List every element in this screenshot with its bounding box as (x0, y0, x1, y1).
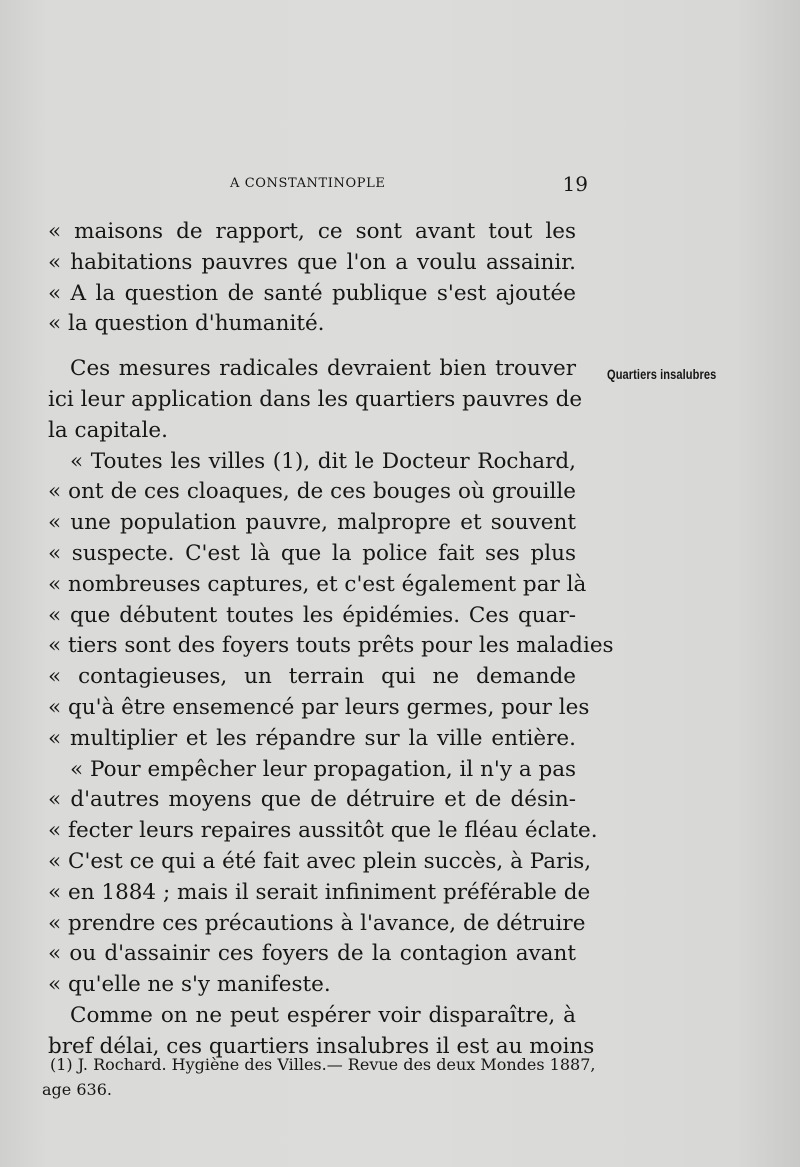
text-line: « contagieuses, un terrain qui ne demande (48, 664, 576, 690)
text-line: « que débutent toutes les épidémies. Ces quar- (48, 602, 576, 628)
body-text (48, 217, 614, 1063)
margin-note: Quartiers insalubres (607, 367, 717, 382)
text-line: « une population pauvre, malpropre et souvent (48, 510, 576, 536)
text-line: bref délai, ces quartiers insalubres il est au moins (48, 1033, 595, 1059)
text-line: ici leur application dans les quartiers pauvres de (48, 386, 583, 412)
text-line: « en 1884 ; mais il serait infiniment préférable de (48, 879, 591, 905)
text-line: « ont de ces cloaques, de ces bouges où grouille (48, 479, 576, 505)
text-line: « suspecte. C'est là que la police fait ses plus (48, 540, 576, 566)
text-line: « maisons de rapport, ce sont avant tout les (48, 219, 576, 244)
text-line: « C'est ce qui a été fait avec plein succès, à Paris, (48, 848, 592, 874)
text-line: « la question d'humanité. (48, 311, 325, 337)
text-line: « multiplier et les répandre sur la ville entière. (48, 725, 576, 751)
page-header (48, 172, 588, 200)
text-line: « Toutes les villes (1), dit le Docteur Rochard, (70, 448, 576, 474)
text-line: « A la question de santé publique s'est ajoutée (48, 280, 576, 306)
text-line: Comme on ne peut espérer voir disparaître, à (70, 1002, 576, 1028)
footnote-line: (1) J. Rochard. Hygiène des Villes.— Revue des deux Mondes 1887, (50, 1055, 596, 1074)
text-line: « qu'elle ne s'y manifeste. (48, 972, 331, 998)
text-line: « tiers sont des foyers touts prêts pour les maladies (48, 633, 614, 659)
text-line: « d'autres moyens que de détruire et de désin- (48, 787, 576, 813)
footnote (42, 1052, 596, 1102)
text-line: « Pour empêcher leur propagation, il n'y a pas (70, 756, 577, 782)
running-title: A CONSTANTINOPLE (230, 176, 386, 191)
footnote-line: age 636. (42, 1080, 112, 1099)
text-line: « ou d'assainir ces foyers de la contagion avant (48, 941, 576, 967)
text-line: « prendre ces précautions à l'avance, de détruire (48, 910, 586, 936)
text-line: « qu'à être ensemencé par leurs germes, pour les (48, 694, 590, 720)
text-line: la capitale. (48, 417, 168, 443)
text-line: « habitations pauvres que l'on a voulu assainir. (48, 249, 576, 275)
page-number: 19 (562, 172, 588, 196)
text-line: « fecter leurs repaires aussitôt que le fléau éclate. (48, 818, 598, 844)
text-line: Ces mesures radicales devraient bien trouver (70, 356, 576, 382)
text-line: « nombreuses captures, et c'est également par là (48, 571, 587, 597)
